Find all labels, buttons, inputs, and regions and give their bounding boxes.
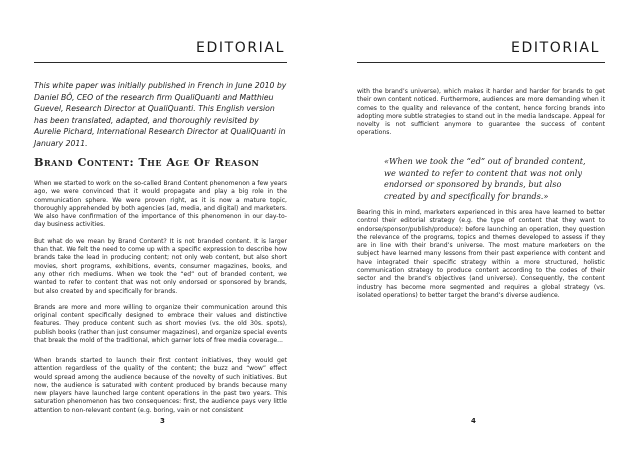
left-paragraph-2: But what do we mean by Brand Content? It is not branded content. It is larger than that. We felt the need to come up with a specific expression to describe how brands take the lead in producing content; not only web content, but also short movies, short programs, exhibitions, events, consumer magazines, books, and any other rich mediums. When we took the “ed” out of branded content, we wanted to refer to content that was not only endorsed or sponsored by brands, but also created by and specifically for brands. [34,237,287,295]
section-title: Brand Content: The Age Of Reason [34,155,260,169]
right-paragraph-top: with the brand’s universe), which makes it harder and harder for brands to get their own content noticed. Furthermore, audiences are more demanding when it comes to the quality and relevance of the content, hence forcing brands into adopting more subtle strategies to stand out in the media landscape. Appeal for novelty is not sufficient anymore to guarantee the success of content operations. [357,88,605,137]
left-page-number: 3 [160,417,165,425]
left-paragraph-4: When brands started to launch their first content initiatives, they would get attention regardless of the quality of the content; the buzz and “wow” effect would spread among the audience because of the novelty of such initiatives. But now, the audience is saturated with content produced by brands because many new players have launched large content operations in the past two years. This saturation phenomenon has two consequences: first, the audience pays very little attention to non-relevant content (e.g. boring, vain or not consistent [34,357,287,414]
right-header-rule [357,62,605,63]
left-body-block-1 [34,180,287,353]
right-body-block-2 [357,209,605,300]
right-page-number: 4 [471,417,476,425]
left-header-title: EDITORIAL [196,40,285,56]
right-header-title: EDITORIAL [511,40,600,56]
intro-paragraph: This white paper was initially published in French in June 2010 by Daniel BÔ, CEO of the research firm QualiQuanti and Matthieu Guevel, Research Director at QualiQuanti. This English version has been translated, adapted, and thoroughly revisited by Aurelie Pichard, International Research Director at QualiQuanti in January 2011. [34,81,287,148]
left-paragraph-1: When we started to work on the so-called Brand Content phenomenon a few years ago, we were convinced that it would propagate and play a big role in the communication sphere. We were proven right, as it is now a mature topic, thoroughly apprehended by both agencies (ad, media, and digital) and marketers. We also have confirmation of the importance of this phenomenon in our day-to-day business activities. [34,180,287,229]
pull-quote: «When we took the “ed” out of branded content, we wanted to refer to content that was not only endorsed or sponsored by brands, but also created by and specifically for brands.» [384,156,586,201]
left-body-block-2 [34,357,287,423]
right-paragraph-bottom: Bearing this in mind, marketers experienced in this area have learned to better control their editorial strategy (e.g. the type of content that they want to endorse/sponsor/publish/produce): before launching an operation, they question the relevance of the programs, topics and themes developed to assess if they are in line with their brand’s universe. The most mature marketers on the subject have learned many lessons from their past experience with content and have integrated their specific strategy within a more structured, holistic communication strategy to produce content according to the codes of their sector and the brand’s objectives (and universe). Consequently, the content industry has become more segmented and requires a global strategy (vs. isolated operations) to better target the brand’s diverse audience. [357,209,605,299]
right-page [319,0,638,452]
right-body-block-1 [357,88,605,138]
left-paragraph-3: Brands are more and more willing to organize their communication around this original content specifically designed to embrace their values and distinctive features. They produce content such as short movies (vs. the old 30s. spots), publish books (rather than just consumer magazines), and organize special events that break the mold of the traditional, which garner lots of free media coverage... [34,303,287,345]
left-header-rule [34,62,287,63]
